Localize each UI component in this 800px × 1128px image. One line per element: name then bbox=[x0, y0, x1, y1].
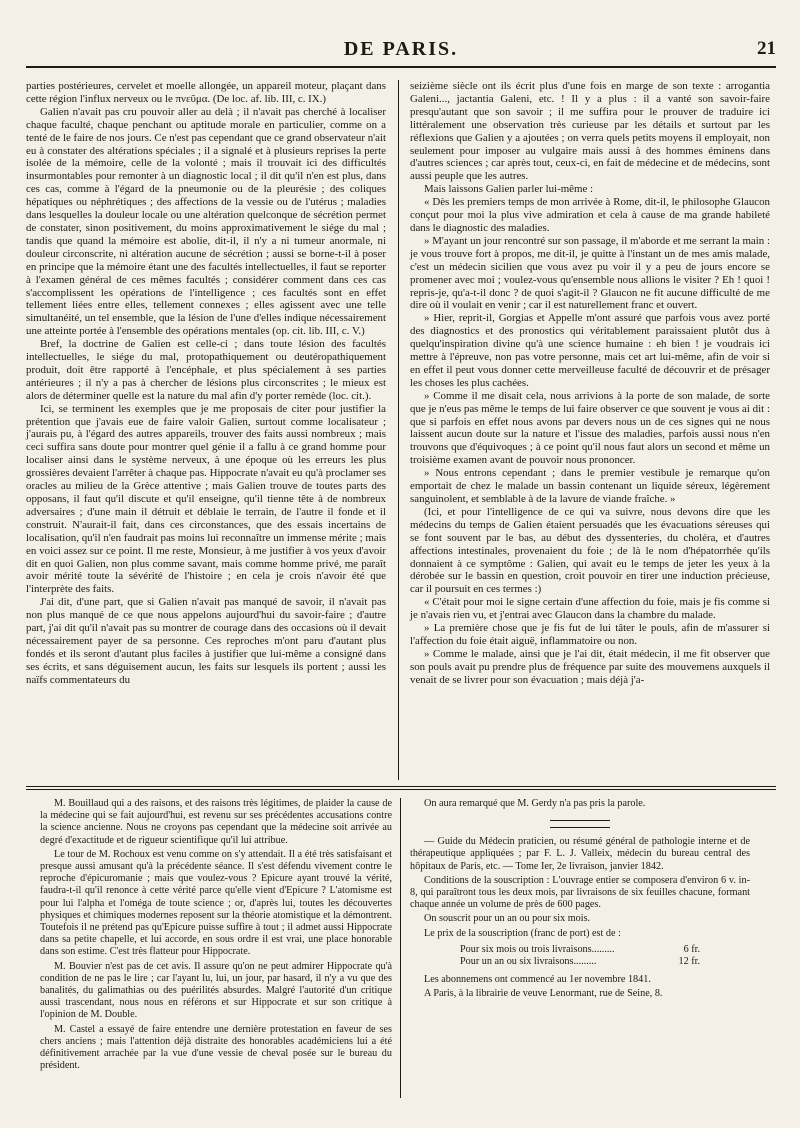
publisher-address: A Paris, à la librairie de veuve Lenormant, rue de Seine, 8. bbox=[424, 988, 663, 1000]
price-label: Pour six mois ou trois livraisons......... bbox=[460, 943, 615, 955]
paragraph: » Comme le malade, ainsi que je l'ai dit, était médecin, il me fit observer que son pouls avait pu prendre plus de fréquence par suite des mouvemens auxquels il venait de se livrer pour son évacuation ; mais déjà j'a- bbox=[410, 647, 770, 686]
price-row bbox=[460, 956, 700, 968]
price-label: Pour un an ou six livraisons......... bbox=[460, 956, 597, 968]
paragraph: Bref, la doctrine de Galien est celle-ci ; dans toute lésion des facultés intellectuelles, le siége du mal, protopathiquement ou deutéropathiquement produit, doit être rapporté à l'encéphale, et plus spécialement à ses parties antérieures ; il n'y a pas à chercher de lésions plus circonscrites ; le mieux est alors de déterminer quelle est la nature du mal afin d'y porter remède (loc. cit.). bbox=[26, 338, 386, 402]
feuilleton-divider bbox=[400, 798, 401, 1098]
separator bbox=[550, 827, 610, 828]
paragraph: J'ai dit, d'une part, que si Galien n'avait pas manqué de savoir, il n'avait pas non plus manqué de ce que nous appelons aujourd'hui du savoir-faire ; d'autre part, j'ai dit qu'il n'avait pas su montrer de courage dans des occasions où il devait nécessairement payer de sa personne. Ces reproches m'ont paru d'autant plus fondés et ils seront d'autant plus faciles à justifier que lui-même a consigné dans ses écrits, et sans déguisement aucun, les faits sur lesquels ils portent ; aussi les naïfs commentateurs du bbox=[26, 596, 386, 686]
paragraph: Galien n'avait pas cru pouvoir aller au delà ; il n'avait pas cherché à localiser chaque faculté, chaque penchant ou aptitude morale en particulier, comme on a tenté de le faire de nos jours. Ce n'est pas cependant que ce grand observateur n'ait eu à constater des altérations spéciales ; il a signalé et à plusieurs reprises la perte isolée de la mémoire, celle de la volonté ; mais il trouvait ici des difficultés insurmontables pour remonter à un diagnostic local ; il dit qu'il n'en est plus, dans ces cas, comme à l'égard de la pneumonie ou de la pleurésie ; des coliques hépatiques ou néphrétiques ; des affections de la vessie ou de l'utérus ; maladies dans lesquelles la douleur locale ou une altération quelconque de sécrétion permet de constater, sinon positivement, du moins approximativement le siége du mal ; tandis que quand la mémoire est abolie, dit-il, il n'y a ni tumeur anormale, ni douleur circonscrite, ni altération aucune de sécrétion ; aussi se borne-t-il à poser en principe que la mémoire étant une des facultés intellectuelles, il faut se reporter à l'examen général de ces mêmes facultés ; considérer comment dans ces cas s'accomplissent les opérations de l'intelligence ; ces facultés sont en effet tellement liées entre elles, tellement connexes ; elles agissent avec une telle simultanéité, un tel ensemble, que la lésion de l'une d'elles indique nécessairement une atteinte portée à l'ensemble des opérations mentales (op. cit. lib. III, c. V.) bbox=[26, 105, 386, 338]
feuilleton-right-column bbox=[410, 798, 750, 1003]
paragraph: » Comme il me disait cela, nous arrivions à la porte de son malade, de sorte que je n'eus pas même le temps de lui faire observer ce que souvent je vous ai dit : que si parfois en effet nous avons par devers nous un de ces signes qui ne nous laissent aucun doute sur la nature et l'issue des maladies, parfois aussi nous n'en trouvons que d'équivoques ; à ce point qu'il nous faut alors un second et même un troisième examen avant de pouvoir nous prononcer. bbox=[410, 389, 770, 467]
paragraph: » Hier, reprit-il, Gorgias et Appelle m'ont assuré que parfois vous avez porté des diagnostics et des pronostics qui véritablement paraissaient plutôt dus à quelqu'inspiration divine qu'à une science humaine : eh bien ! je voudrais ici mettre à l'épreuve, non pas votre personne, mais cet art lui-même, afin de voir si en effet il peut vous donner cette merveilleuse faculté de découvrir et de présager les choses les plus cachées. bbox=[410, 312, 770, 389]
price-row bbox=[460, 944, 700, 956]
paragraph: » Nous entrons cependant ; dans le premier vestibule je remarque qu'on emportait de chez le malade un bassin contenant un liquide séreux, légèrement sanguinolent, et semblable à de la lavure de viande fraîche. » bbox=[410, 467, 770, 505]
price-intro: Le prix de la souscription (franc de port) est de : bbox=[424, 927, 621, 939]
newspaper-page bbox=[26, 34, 776, 1072]
feuilleton-rule-top bbox=[26, 786, 776, 787]
paragraph: (Ici, et pour l'intelligence de ce qui va suivre, nous devons dire que les médecins du temps de Galien étaient persuadés que les évacuations séreuses qui se font souvent par le bas, au début des dyssenteries, du choléra, et d'autres affections intestinales, provenaient du foie ; de là le nom d'hépatorrhée qu'ils donnaient à ce symptôme : Galien, qui avait eu le temps de jeter les yeux à la dérobée sur le bassin en question, croit pouvoir en tirer une induction précieuse, car il poursuit en ces termes :) bbox=[410, 505, 770, 596]
left-column bbox=[26, 80, 386, 687]
separator bbox=[550, 820, 610, 821]
main-article bbox=[26, 80, 776, 780]
subscription-conditions: Conditions de la souscription : L'ouvrage entier se composera d'environ 6 v. in-8, qui paraîtront tous les deux mois, par livraisons de six feuilles chacune, formant chaque année un volume de près de 600 pages. bbox=[410, 874, 750, 911]
column-divider bbox=[398, 80, 399, 780]
feuilleton-left-column bbox=[40, 798, 392, 1074]
feuilleton bbox=[26, 798, 776, 1118]
subscription-start: Les abonnemens ont commencé au 1er novembre 1841. bbox=[424, 974, 651, 986]
page-number: 21 bbox=[757, 38, 776, 59]
note: On aura remarqué que M. Gerdy n'a pas pris la parole. bbox=[424, 798, 646, 809]
price-value: 12 fr. bbox=[678, 956, 700, 968]
paragraph: parties postérieures, cervelet et moelle allongée, un appareil moteur, plaçant dans cette région l'influx nerveux ou le πνεῦμα. (De loc. af. lib. III, c. IX.) bbox=[26, 80, 386, 105]
subscription-note: On souscrit pour un an ou pour six mois. bbox=[424, 913, 591, 925]
running-title: DE PARIS. bbox=[343, 38, 459, 60]
feuilleton-rule-bottom bbox=[26, 789, 776, 790]
paragraph: » M'ayant un jour rencontré sur son passage, il m'aborde et me serrant la main : je vous trouve fort à propos, me dit-il, je quitte à l'instant un de mes amis malade, c'est un médecin sicilien que vous avez pu voir il y a peu de jours encore se promener avec moi ; voulez-vous qu'ensemble nous allions le visiter ? Eh ! quoi ! repris-je, qu'a-t-il donc ? de quoi s'agit-il ? Glaucon ne fit aucune difficulté de me dire où il voulait en venir ; car il est naturellement franc et ouvert. bbox=[410, 234, 770, 312]
paragraph: Mais laissons Galien parler lui-même : bbox=[424, 183, 594, 196]
paragraph: Ici, se terminent les exemples que je me proposais de citer pour justifier la prétention que j'avais eue de faire valoir Galien, surtout comme localisateur ; j'aurais pu, à l'égard des autres appareils, trouver des faits aussi nombreux ; mais ceci suffira sans doute pour montrer quel génie il a fallu à ce grand homme pour localiser ainsi dans le système nerveux, à une époque où les erreurs les plus grossières devaient l'arrêter à chaque pas. Hippocrate n'avait eu qu'à proclamer ses oracles au milieu de la Grèce attentive ; mais Galien trouve de toutes parts des opposans, il faut qu'il discute et qu'il enseigne, qu'il tienne tête à de nombreux adversaires ; d'une main il détruit et déblaie le terrain, de l'autre il fonde et il construit. N'aurait-il fait, dans ces circonstances, que des essais incertains de localisation, qu'il n'en faudrait pas moins lui reconnaître un immense mérite ; mais en voici assez sur ce point. Il me reste, Monsieur, à me justifier à vos yeux d'avoir dit en quoi Galien, non plus comme savant, mais comme homme privé, me paraît avoir mérité toute la sévérité de l'histoire ; en cela je crois n'avoir été que l'interprète des faits. bbox=[26, 402, 386, 596]
paragraph: Le tour de M. Rochoux est venu comme on s'y attendait. Il a été très satisfaisant et presque aussi amusant qu'à la précédente séance. Il s'est défendu vivement contre le reproche d'épicuromanie ; mais que voulez-vous ? Epicure ayant trouvé la vérité, faudra-t-il qu'il renonce à cette vérité parce qu'elle vient d'Epicure ? L'atomisme est pour lui l'alpha et l'oméga de toute science ; or, d'après lui, toutes les découvertes physiques et chimiques modernes reposent sur la théorie atomistique et la démontrent. Toutefois il ne prétend pas qu'Epicure puisse suffire à tout ; il admet aussi Hippocrate dans sa petite chapelle, et lui accorde, en sous ordre il est vrai, une place honorable dans son estime. C'est très flatteur pour Hippocrate. bbox=[40, 848, 392, 958]
paragraph: seizième siècle ont ils écrit plus d'une fois en marge de son texte : arrogantia Galeni..., jactantia Galeni, etc. ! Il y a plus : il a vanté son savoir-faire presqu'autant que son savoir ; il me suffira pour le prouver de traduire ici littéralement une observation très curieuse par les détails et surtout par les réflexions que Galien y a ajoutées ; on verra quels petits moyens il employait, non seulement pour imposer au vulgaire mais aussi à des hommes éminens dans d'autres sciences ; car après tout, ceux-ci, en fait de médecine et de médecins, sont aussi peuple que les autres. bbox=[410, 80, 770, 183]
paragraph: « C'était pour moi le signe certain d'une affection du foie, mais je fis comme si je n'avais rien vu, et j'entrai avec Glaucon dans la chambre du malade. bbox=[410, 596, 770, 622]
paragraph: » La première chose que je fis fut de lui tâter le pouls, afin de m'assurer si l'affection du foie était aiguë, inflammatoire ou non. bbox=[410, 622, 770, 647]
right-column bbox=[410, 80, 770, 687]
price-value: 6 fr. bbox=[683, 943, 700, 955]
paragraph: M. Castel a essayé de faire entendre une dernière protestation en faveur de ses chers anciens ; mais l'attention déjà distraite des honorables académiciens lui a été définitivement arrachée par la vue d'une vessie de cheval posée sur le bureau du président. bbox=[40, 1023, 392, 1072]
book-announcement: — Guide du Médecin praticien, ou résumé général de pathologie interne et de thérapeutique appliquées ; par F. L. J. Valleix, médecin du bureau central des hôpitaux de Paris, etc. — Tome Ier, 2e livraison, janvier 1842. bbox=[410, 836, 750, 872]
paragraph: « Dès les premiers temps de mon arrivée à Rome, dit-il, le philosophe Glaucon conçut pour moi la plus vive admiration et cela à cause de ma grande habileté dans le diagnostic des maladies. bbox=[410, 196, 770, 234]
page-header bbox=[26, 34, 776, 68]
price-list bbox=[460, 944, 700, 968]
paragraph: M. Bouvier n'est pas de cet avis. Il assure qu'on ne peut admirer Hippocrate qu'à condition de ne pas le lire ; car l'ayant lu, lui, un jour, par hasard, il n'y a vu que des banalités, du galimathias ou des puérilités absurdes. Malgré l'autorité d'un critique aussi trascendant, nous nous en référons et sur Hippocrate et sur son critique à l'opinion de M. Double. bbox=[40, 960, 392, 1021]
paragraph: M. Bouillaud qui a des raisons, et des raisons très légitimes, de plaider la cause de la médecine qui se fait aujourd'hui, est revenu sur ses précédentes accusations contre la science ancienne. Nous ne croyons pas cependant que la médecine soit arrivée au degré d'exactitude et de rigueur scientifique qu'il lui attribue. bbox=[40, 798, 392, 846]
